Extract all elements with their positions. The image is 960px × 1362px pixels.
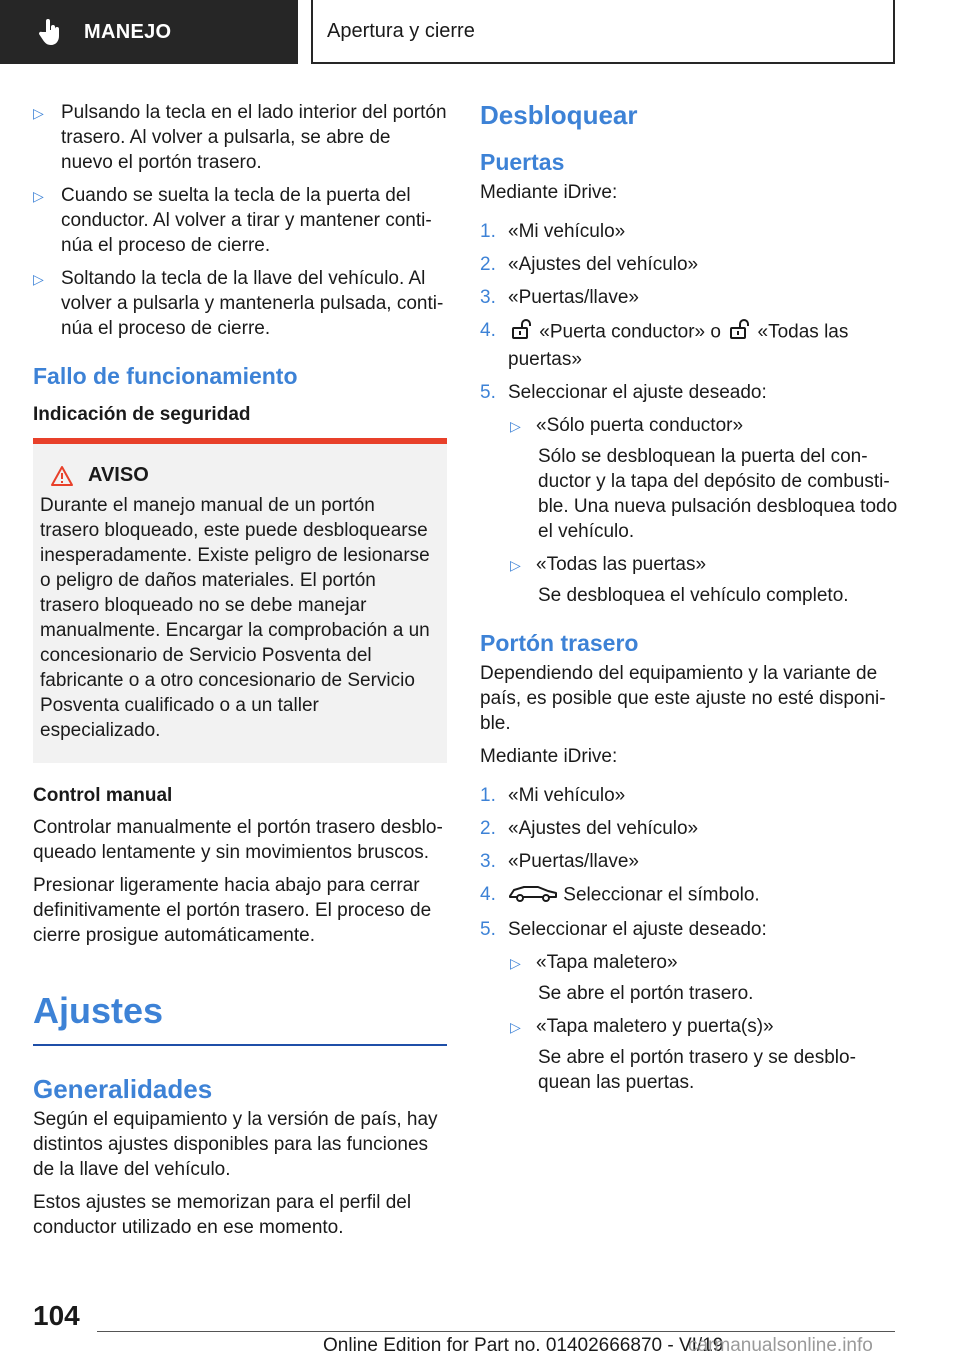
control-heading: Control manual [33,785,173,806]
bullet-triangle-icon: ▷ [510,955,521,971]
list-item [33,266,447,341]
list-item [480,917,900,942]
option-description: Se abre el portón trasero. [538,983,754,1004]
generalidades-heading: Generalidades [33,1073,213,1104]
desbloquear-heading: Desbloquear [480,100,638,130]
step-text: «Mi vehículo» [508,785,626,806]
section-rule [33,1044,447,1046]
page-number: 104 [33,1300,80,1331]
list-item [480,285,900,310]
control-paragraph: Controlar manualmente el portón trasero desbloqueado lentamente y sin movimientos bruscos. [33,817,443,863]
generalidades-paragraph: Estos ajustes se memorizan para el perfil del conductor utilizado en ese momento. [33,1191,412,1238]
step-text: «Puerta conductor» o [539,321,721,343]
left-column [33,100,447,1248]
unlock-all-icon [726,318,752,347]
option-title: «Sólo puerta conductor» [536,415,744,436]
warning-title: AVISO [88,464,149,486]
section-title: MANEJO [84,20,172,43]
step-number: 1. [480,785,496,806]
ajustes-heading: Ajustes [33,990,164,1031]
step-number: 3. [480,851,496,872]
bullet-triangle-icon: ▷ [510,557,521,573]
list-item [480,380,900,405]
warning-triangle-icon [50,465,74,487]
fallo-heading: Fallo de funcionamiento [33,363,298,389]
option-description: Sólo se desbloquean la puerta del conductor y la tapa del depósito de combustible. Una nueva pulsación desbloquea todo el vehículo. [538,446,898,542]
seguridad-heading: Indicación de seguridad [33,404,251,425]
warning-text: Durante el manejo manual de un portón trasero bloqueado, este puede desbloquearse inesperadamente. Existe peligro de lesionarse o peligro de daños materiales. El portón trasero bloqueado no se debe manejar manualmente. Encargar la comprobación a un concesionario de Servicio Posventa del fabricante o a otro concesionario de Servicio Posventa cualificado o a un taller especializado. [40,495,430,741]
option-item [480,413,900,438]
footer-rule [97,1331,895,1332]
step-number: 5. [480,919,496,940]
option-title: «Todas las puertas» [536,554,707,575]
step-number: 4. [480,884,496,905]
bullet-text: Pulsando la tecla en el lado interior del portón trasero. Al volver a pulsarla, se abre de nuevo el portón trasero. [61,102,447,173]
bullet-triangle-icon: ▷ [510,1019,521,1035]
puertas-intro: Mediante iDrive: [480,182,618,203]
step-text: «Ajustes del vehículo» [508,818,699,839]
unlock-door-icon [508,318,534,347]
bullet-triangle-icon: ▷ [33,105,44,121]
bullet-text: Cuando se suelta la tecla de la puerta del conductor. Al volver a tirar y mantener continúa el proceso de cierre. [61,185,432,256]
list-item [480,252,900,277]
step-text: Seleccionar el ajuste deseado: [508,919,767,940]
bullet-triangle-icon: ▷ [33,271,44,287]
generalidades-paragraph: Según el equipamiento y la versión de país, hay distintos ajustes disponibles para las funciones de la llave del vehículo. [33,1108,438,1180]
list-item [480,849,900,874]
option-item [480,1014,900,1039]
step-text: Seleccionar el símbolo. [563,884,760,906]
porton-intro: Dependiendo del equipamiento y la variante de país, es posible que este ajuste no esté disponible. [480,663,886,734]
step-number: 2. [480,818,496,839]
list-item [480,219,900,244]
step-number: 2. [480,254,496,275]
right-column [480,100,900,1103]
porton-idrive: Mediante iDrive: [480,746,618,767]
puertas-heading: Puertas [480,149,565,175]
step-text: «Puertas/llave» [508,851,639,872]
step-text: «Ajustes del vehículo» [508,254,699,275]
list-item [33,100,447,175]
warning-header [50,464,439,487]
control-paragraph: Presionar ligeramente hacia abajo para cerrar definitivamente el portón trasero. El proceso de cierre prosigue automáticamente. [33,875,432,946]
step-number: 4. [480,320,496,341]
bullet-text: Soltando la tecla de la llave del vehículo. Al volver a pulsarla y mantenerla pulsada, continúa el proceso de cierre. [61,268,444,339]
step-text: «Mi vehículo» [508,221,626,242]
option-description: Se abre el portón trasero y se desbloquean las puertas. [538,1047,856,1093]
bullet-triangle-icon: ▷ [510,418,521,434]
chapter-header [311,0,895,64]
warning-box [33,438,447,763]
step-text: «Puertas/llave» [508,287,639,308]
chapter-title: Apertura y cierre [327,19,475,42]
list-item [480,882,900,909]
hand-icon [38,18,66,46]
car-trunk-icon [508,882,558,909]
list-item [480,318,900,372]
bullet-triangle-icon: ▷ [33,188,44,204]
edition-text: Online Edition for Part no. 01402666870 - VI/19 [323,1335,724,1356]
list-item [480,816,900,841]
option-title: «Tapa maletero y puerta(s)» [536,1016,774,1037]
step-number: 3. [480,287,496,308]
step-number: 1. [480,221,496,242]
porton-heading: Portón trasero [480,630,639,656]
step-text: «Todas las puertas» [508,321,849,370]
option-description: Se desbloquea el vehículo completo. [538,585,849,606]
option-title: «Tapa maletero» [536,952,678,973]
list-item [480,783,900,808]
step-text: Seleccionar el ajuste deseado: [508,382,767,403]
step-number: 5. [480,382,496,403]
watermark: carmanualsonline.info [688,1335,873,1356]
option-item [480,950,900,975]
option-item [480,552,900,577]
section-tab [0,0,298,64]
list-item [33,183,447,258]
